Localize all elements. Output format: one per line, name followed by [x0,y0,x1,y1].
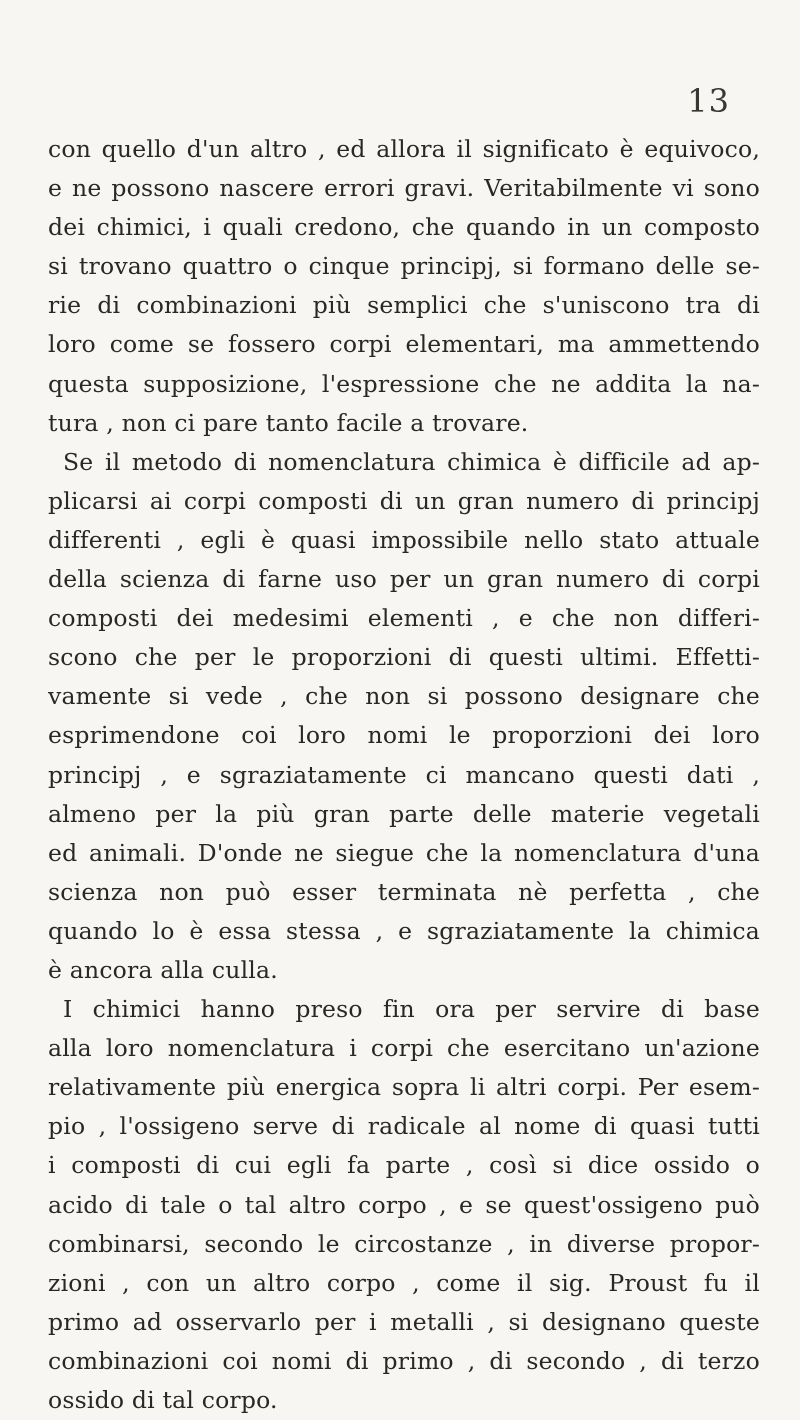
text-line: Se il metodo di nomenclatura chimica è difficile ad ap- [63,447,760,476]
text-line: e ne possono nascere errori gravi. Veritabilmente vi sono [48,174,760,203]
paragraph-2 [48,443,760,990]
text-line: della scienza di farne uso per un gran numero di corpi [48,565,760,594]
text-line: pio , l'ossigeno serve di radicale al nome di quasi tutti [48,1112,760,1141]
text-line: I chimici hanno preso fin ora per servire di base [63,995,760,1024]
body-text [48,130,760,1420]
text-line: esprimendone coi loro nomi le proporzioni dei loro [48,721,760,750]
text-line: scienza non può esser terminata nè perfetta , che [48,877,760,906]
text-line: acido di tale o tal altro corpo , e se quest'ossigeno può [48,1190,760,1219]
text-line: quando lo è essa stessa , e sgraziatamente la chimica [48,916,760,945]
page-number: 13 [687,82,730,120]
text-line: i composti di cui egli fa parte , così si dice ossido o [48,1151,760,1180]
text-line: è ancora alla culla. [48,955,278,984]
text-line: zioni , con un altro corpo , come il sig. Proust fu il [48,1268,760,1297]
paragraph-3 [48,990,760,1420]
text-line: combinarsi, secondo le circostanze , in diverse propor- [48,1229,760,1258]
text-line: ossido di tal corpo. [48,1386,278,1414]
text-line: relativamente più energica sopra li altri corpi. Per esem- [48,1073,760,1102]
text-line: loro come se fossero corpi elementari, ma ammettendo [48,330,760,359]
text-line: ed animali. D'onde ne siegue che la nomenclatura d'una [48,838,760,867]
text-line: differenti , egli è quasi impossibile nello stato attuale [48,525,760,554]
text-line: si trovano quattro o cinque principj, si formano delle se- [48,252,760,281]
text-line: principj , e sgraziatamente ci mancano questi dati , [48,760,760,789]
text-line: scono che per le proporzioni di questi ultimi. Effetti- [48,643,760,672]
text-line: alla loro nomenclatura i corpi che esercitano un'azione [48,1034,760,1063]
text-line: con quello d'un altro , ed allora il significato è equivoco, [48,135,760,163]
text-line: almeno per la più gran parte delle materie vegetali [48,799,760,828]
text-line: tura , non ci pare tanto facile a trovare. [48,408,529,437]
text-line: dei chimici, i quali credono, che quando in un composto [48,213,760,242]
text-line: composti dei medesimi elementi , e che non differi- [48,604,760,633]
text-line: plicarsi ai corpi composti di un gran numero di principj [48,486,760,515]
paragraph-1 [48,130,760,443]
text-line: vamente si vede , che non si possono designare che [48,682,760,711]
text-line: rie di combinazioni più semplici che s'uniscono tra di [48,291,760,320]
text-line: combinazioni coi nomi di primo , di secondo , di terzo [48,1346,760,1375]
text-line: questa supposizione, l'espressione che ne addita la na- [48,369,760,398]
text-line: primo ad osservarlo per i metalli , si designano queste [48,1307,760,1336]
